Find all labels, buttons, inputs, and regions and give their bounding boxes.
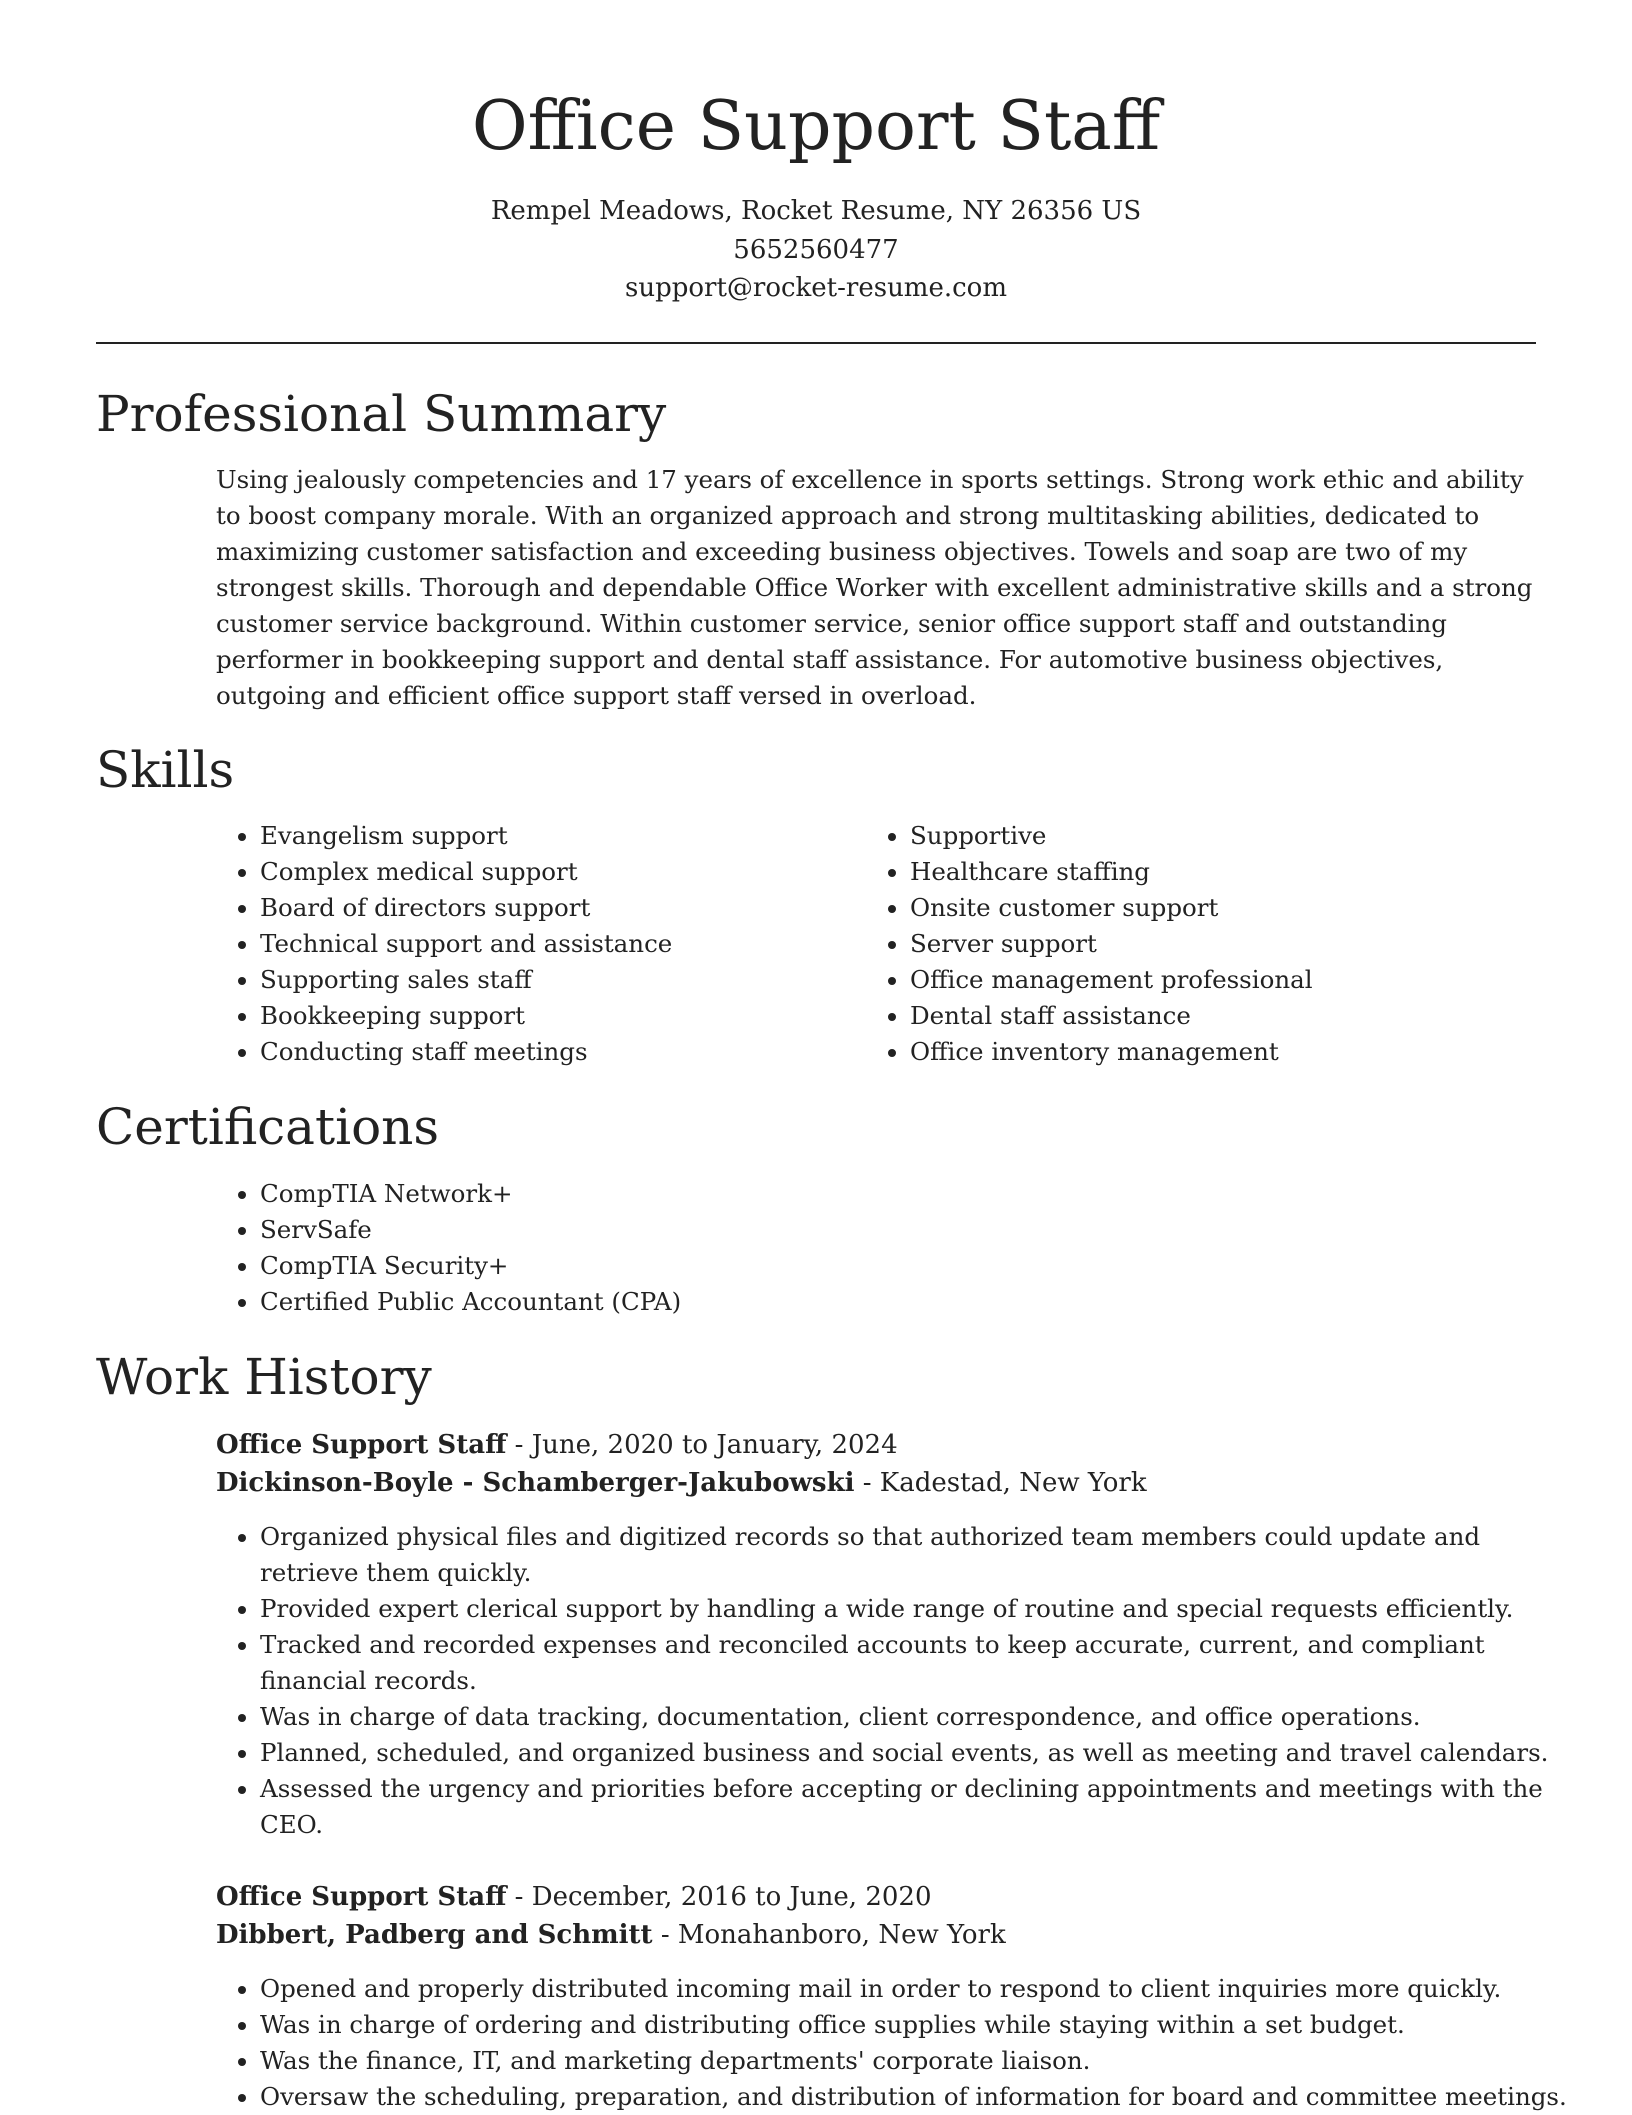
job-dates: - June, 2020 to January, 2024	[506, 1430, 898, 1460]
job-company: Dibbert, Padberg and Schmitt	[216, 1920, 653, 1950]
list-item: • Bookkeeping support	[260, 998, 860, 1034]
job-company-line	[216, 1464, 1536, 1502]
list-item: • Conducting staff meetings	[260, 1034, 860, 1070]
job-role: Office Support Staff	[216, 1430, 507, 1460]
list-item: • Dental staff assistance	[910, 998, 1550, 1034]
list-item: • Was in charge of ordering and distributing office supplies while staying within a set budget.	[260, 2007, 1580, 2043]
list-item: • Complex medical support	[260, 854, 860, 890]
job-role: Office Support Staff	[216, 1882, 507, 1912]
list-item: • Evangelism support	[260, 818, 860, 854]
list-item: • Server support	[910, 926, 1550, 962]
list-item: • Provided expert clerical support by handling a wide range of routine and special requests efficiently.	[260, 1591, 1580, 1627]
section-title-skills: Skills	[96, 741, 235, 799]
job-bullets	[216, 1519, 1580, 1843]
resume-name: Office Support Staff	[471, 87, 1161, 166]
list-item: • Office management professional	[910, 962, 1550, 998]
list-item: • Planned, scheduled, and organized business and social events, as well as meeting and travel calendars.	[260, 1735, 1580, 1771]
job-bullets	[216, 1971, 1580, 2115]
list-item: • Supporting sales staff	[260, 962, 860, 998]
list-item: • Organized physical files and digitized records so that authorized team members could update and retrieve them quickly.	[260, 1519, 1580, 1591]
list-item: • Board of directors support	[260, 890, 860, 926]
contact-phone: 5652560477	[733, 235, 899, 265]
job-title-line	[216, 1878, 1536, 1916]
list-item: • Technical support and assistance	[260, 926, 860, 962]
certifications-list	[216, 1176, 1160, 1320]
contact-address: Rempel Meadows, Rocket Resume, NY 26356 US	[490, 196, 1142, 226]
summary-text: Using jealously competencies and 17 years of excellence in sports settings. Strong work ethic and ability to boost company morale. With an organized approach and strong multitasking abilities, dedicated to maximizing customer satisfaction and exceeding business objectives. Towels and soap are two of my strongest skills. Thorough and dependable Office Worker with excellent administrative skills and a strong customer service background. Within customer service, senior office support staff and outstanding performer in bookkeeping support and dental staff assistance. For automotive business objectives, outgoing and efficient office support staff versed in overload.	[216, 465, 1533, 710]
list-item: • CompTIA Security+	[260, 1248, 1160, 1284]
list-item: • Was in charge of data tracking, documentation, client correspondence, and office operations.	[260, 1699, 1580, 1735]
list-item: • Supportive	[910, 818, 1550, 854]
job-location: - Kadestad, New York	[854, 1468, 1147, 1498]
contact-email: support@rocket-resume.com	[624, 273, 1007, 303]
skills-list-right	[866, 818, 1550, 1070]
list-item: • Certified Public Accountant (CPA)	[260, 1284, 1160, 1320]
list-item: • CompTIA Network+	[260, 1176, 1160, 1212]
list-item: • Healthcare staffing	[910, 854, 1550, 890]
job-company: Dickinson-Boyle - Schamberger-Jakubowski	[216, 1468, 855, 1498]
list-item: • Tracked and recorded expenses and reconciled accounts to keep accurate, current, and compliant financial records.	[260, 1627, 1580, 1699]
job-location: - Monahanboro, New York	[652, 1920, 1006, 1950]
job-title-line	[216, 1426, 1536, 1464]
skills-list-left	[216, 818, 860, 1070]
list-item: • Assessed the urgency and priorities before accepting or declining appointments and meetings with the CEO.	[260, 1771, 1580, 1843]
list-item: • Opened and properly distributed incoming mail in order to respond to client inquiries more quickly.	[260, 1971, 1580, 2007]
section-title-certifications: Certifications	[96, 1098, 440, 1156]
list-item: • Oversaw the scheduling, preparation, and distribution of information for board and committee meetings.	[260, 2079, 1580, 2115]
section-title-summary: Professional Summary	[96, 385, 667, 443]
section-title-work-history: Work History	[96, 1348, 432, 1406]
list-item: • Onsite customer support	[910, 890, 1550, 926]
job-company-line	[216, 1916, 1536, 1954]
list-item: • Office inventory management	[910, 1034, 1550, 1070]
list-item: • Was the finance, IT, and marketing departments' corporate liaison.	[260, 2043, 1580, 2079]
header-divider	[96, 342, 1536, 344]
job-dates: - December, 2016 to June, 2020	[506, 1882, 932, 1912]
list-item: • ServSafe	[260, 1212, 1160, 1248]
